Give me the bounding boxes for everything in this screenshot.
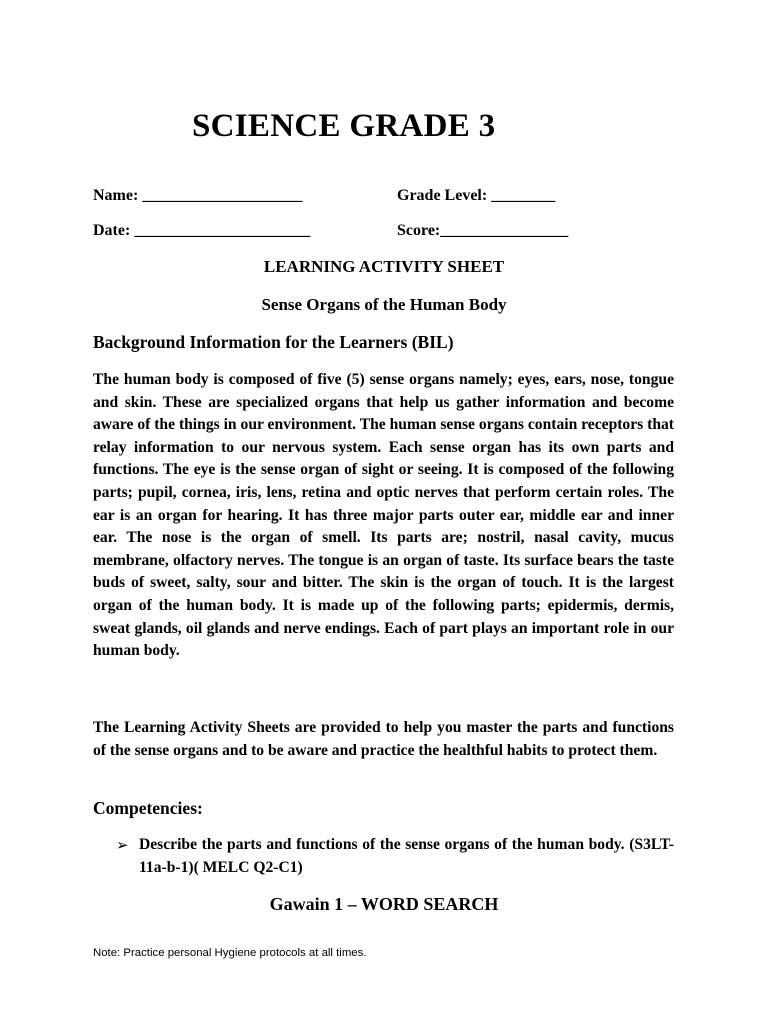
page-title: SCIENCE GRADE 3 xyxy=(192,108,496,144)
arrowhead-bullet-icon: ➢ xyxy=(116,836,129,854)
bil-paragraph: The human body is composed of five (5) sense organs namely; eyes, ears, nose, tongue and skin. These are specialized organs that help us gather information and become aware of the things in our environment. The human sense organs contain receptors that relay information to our nervous system. Each sense organ has its own parts and functions. The eye is the sense organ of sight or seeing. It is composed of the following parts; pupil, cornea, iris, lens, retina and optic nerves that perform certain roles. The ear is an organ for hearing. It has three major parts outer ear, middle ear and inner ear. The nose is the organ of smell. Its parts are; nostril, nasal cavity, mucus membrane, olfactory nerves. The tongue is an organ of taste. Its surface bears the taste buds of sweet, salty, sour and bitter. The skin is the organ of touch. It is the largest organ of the human body. It is made up of the following parts; epidermis, dermis, sweat glands, oil glands and nerve endings. Each of part plays an important role in our human body. xyxy=(93,371,674,660)
score-field: Score:________________ xyxy=(397,222,569,239)
activity-title: Gawain 1 – WORD SEARCH xyxy=(269,894,499,914)
grade-level-field: Grade Level: ________ xyxy=(397,187,556,204)
competency-text: Describe the parts and functions of the sense organs of the human body. (S3LT-11a-b-1)( MELC Q2-C1) xyxy=(139,836,674,876)
competencies-heading: Competencies: xyxy=(93,798,203,818)
sheet-label: LEARNING ACTIVITY SHEET xyxy=(263,257,505,276)
bil-heading: Background Information for the Learners (BIL) xyxy=(93,332,454,352)
name-field: Name: ____________________ xyxy=(93,187,303,204)
competencies-list xyxy=(116,834,674,879)
competency-item xyxy=(116,834,674,879)
las-paragraph: The Learning Activity Sheets are provided to help you master the parts and functions of the sense organs and to be aware and practice the healthful habits to protect them. xyxy=(93,719,674,759)
date-field: Date: ______________________ xyxy=(93,222,311,239)
topic-heading: Sense Organs of the Human Body xyxy=(261,295,507,314)
hygiene-note: Note: Practice personal Hygiene protocols at all times. xyxy=(93,947,367,959)
